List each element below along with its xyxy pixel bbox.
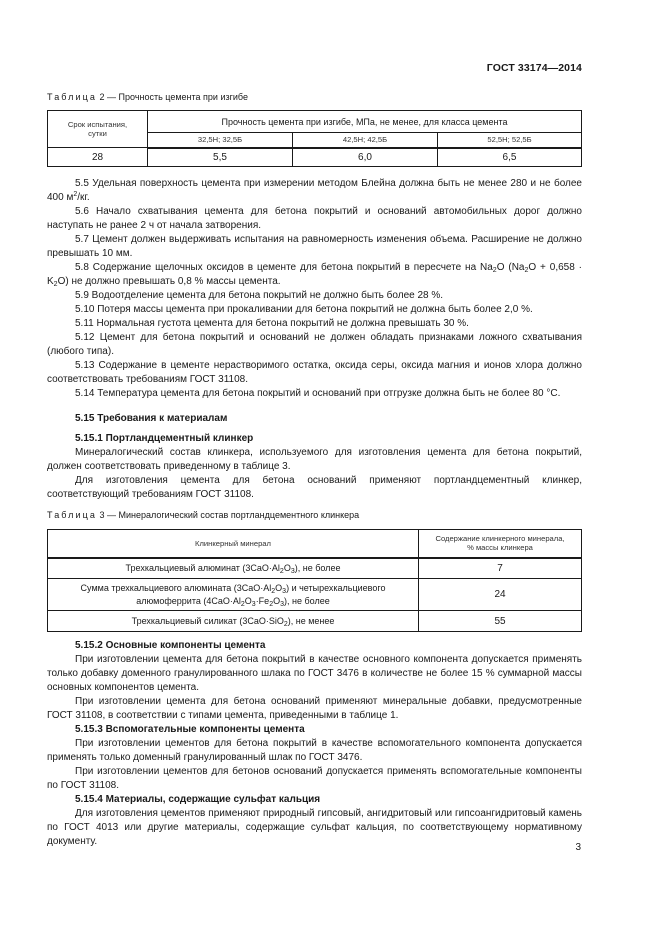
table-row — [48, 579, 582, 611]
table-row — [48, 611, 582, 632]
col-header-content: Содержание клинкерного минерала, % массы клинкера — [419, 530, 582, 558]
paragraph-5-10: 5.10 Потеря массы цемента при прокаливании для бетона покрытий не должна быть более 2,0 %. — [75, 304, 533, 315]
paragraph-5-5: 5.5 Удельная поверхность цемента при измерении методом Блейна должна быть не менее 280 и не более 400 $м^2/кг$. — [47, 178, 582, 203]
paragraph-5-12: 5.12 Цемент для бетона покрытий и оснований не должен обладать признаками ложного схватывания (любого типа). — [47, 332, 582, 357]
requirements-section-1 — [47, 177, 582, 502]
table-clinker-composition — [47, 529, 582, 632]
heading-5-15: 5.15 Требования к материалам — [75, 413, 228, 424]
cell-value: 6,5 — [438, 148, 582, 167]
table-row — [48, 148, 582, 167]
paragraph-5-6: 5.6 Начало схватывания цемента для бетона покрытий и оснований автомобильных дорог должно наступать не ранее 2 ч от начала затворения. — [47, 206, 582, 231]
paragraph-5-15-1-b: Для изготовления цемента для бетона оснований применяют портландцементный клинкер, соответствующий требованиям ГОСТ 31108. — [47, 475, 582, 500]
cell-mineral: Сумма трехкальциевого алюмината $(3CaO\cdot Al_2O_3)$ и четырехкальциевого алюмоферрита $(4CaO\cdot Al_2O_3\cdot Fe_2O_3)$, не более — [48, 579, 419, 611]
paragraph-5-7: 5.7 Цемент должен выдерживать испытания на равномерность изменения объема. Расширение не должно превышать 10 мм. — [47, 234, 582, 259]
cell-mineral: Трехкальциевый силикат (3CaO·SiO$_2$), не менее — [48, 611, 419, 632]
cell-value: 7 — [419, 558, 582, 579]
table-row — [48, 558, 582, 579]
paragraph-5-15-4: Для изготовления цементов применяют природный гипсовый, ангидритовый или гипсоангидритовый камень по ГОСТ 4013 или другие материалы, содержащие сульфат кальция, по соответствующему нормативному документу. — [47, 808, 582, 847]
table2-caption: Таблица 2 — Прочность цемента при изгибе — [47, 92, 248, 102]
paragraph-5-9: 5.9 Водоотделение цемента для бетона покрытий не должно быть более 28 %. — [75, 290, 444, 301]
col-header-strength-group: Прочность цемента при изгибе, МПа, не менее, для класса цемента — [148, 111, 582, 133]
heading-5-15-4: 5.15.4 Материалы, содержащие сульфат кальция — [75, 794, 321, 805]
paragraph-5-13: 5.13 Содержание в цементе нерастворимого остатка, оксида серы, оксида магния и ионов хлора должно соответствовать требованиям ГОСТ 31108. — [47, 360, 582, 385]
col-header-class: 52,5Н; 52,5Б — [438, 133, 582, 148]
heading-5-15-1: 5.15.1 Портландцементный клинкер — [75, 433, 254, 444]
cell-value: 24 — [419, 579, 582, 611]
cell-value: 5,5 — [148, 148, 293, 167]
document-code: ГОСТ 33174—2014 — [486, 62, 582, 74]
table3-caption: Таблица 3 — Минералогический состав портландцементного клинкера — [47, 510, 360, 520]
cell-mineral: Трехкальциевый алюминат $(3CaO\cdot Al_2O_3)$, не более — [48, 558, 419, 579]
col-header-class: 42,5Н; 42,5Б — [293, 133, 438, 148]
paragraph-5-15-1-a: Минералогический состав клинкера, используемого для изготовления цемента для бетона покрытий, должен соответствовать приведенному в таблице 3. — [47, 447, 582, 472]
cell-value: 6,0 — [293, 148, 438, 167]
col-header-mineral: Клинкерный минерал — [48, 530, 419, 558]
page-number: 3 — [575, 842, 581, 853]
paragraph-5-15-3-a: При изготовлении цементов для бетона покрытий в качестве вспомогательного компонента допускается применять только доменный гранулированный шлак по ГОСТ 3476. — [47, 738, 582, 763]
paragraph-5-8: 5.8 Содержание щелочных оксидов в цементе для бетона покрытий в пересчете на $Na_2O$ $(Na_2O + 0,658 \cdot K_2O)$ не должно превышать 0,8 % массы цемента. — [47, 262, 582, 288]
paragraph-5-15-2-b: При изготовлении цемента для бетона оснований применяют минеральные добавки, предусмотренные ГОСТ 31108, в соответствии с типами цемента, приведенными в таблице 1. — [47, 696, 582, 721]
col-header-class: 32,5Н; 32,5Б — [148, 133, 293, 148]
table-flexural-strength — [47, 110, 582, 167]
paragraph-5-11: 5.11 Нормальная густота цемента для бетона покрытий не должна превышать 30 %. — [75, 318, 469, 329]
requirements-section-2 — [47, 639, 582, 849]
cell-value: 55 — [419, 611, 582, 632]
cell-age: 28 — [48, 148, 148, 167]
paragraph-5-15-3-b: При изготовлении цементов для бетонов оснований допускается применять вспомогательные компоненты по ГОСТ 31108. — [47, 766, 582, 791]
paragraph-5-14: 5.14 Температура цемента для бетона покрытий и оснований при отгрузке должна быть не более 80 °С. — [75, 388, 561, 399]
col-header-test-age: Срок испытания, сутки — [48, 111, 148, 148]
paragraph-5-15-2-a: При изготовлении цемента для бетона покрытий в качестве основного компонента допускается применять только добавку доменного гранулированного шлака по ГОСТ 3476 в количестве не более 15 % суммарной массы основных компонентов цемента. — [47, 654, 582, 693]
heading-5-15-3: 5.15.3 Вспомогательные компоненты цемента — [75, 724, 305, 735]
heading-5-15-2: 5.15.2 Основные компоненты цемента — [75, 640, 266, 651]
